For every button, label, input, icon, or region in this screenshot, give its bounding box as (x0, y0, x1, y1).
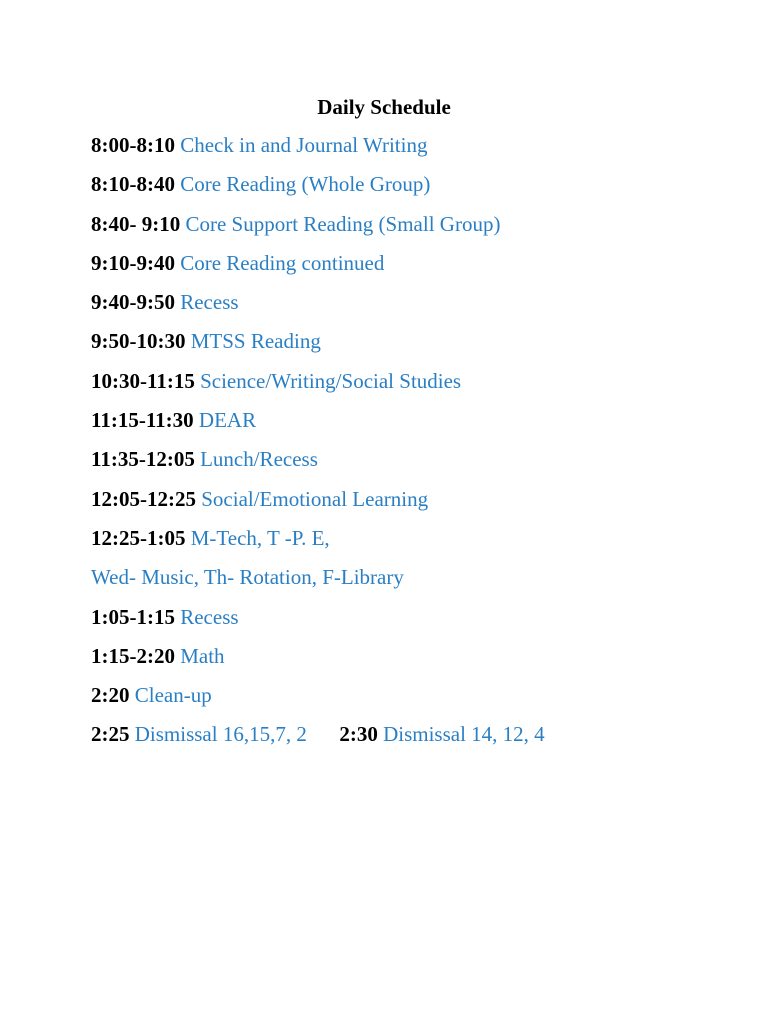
schedule-row (91, 446, 545, 485)
schedule-time: 1:15-2:20 (91, 643, 175, 668)
schedule-row (91, 525, 545, 564)
schedule-time: 8:40- 9:10 (91, 211, 181, 236)
schedule-continuation-row (91, 564, 545, 603)
schedule-activity: Core Support Reading (Small Group) (185, 211, 501, 236)
schedule-activity: Math (180, 643, 225, 668)
schedule-activity: Lunch/Recess (200, 447, 318, 472)
schedule-time: 8:10-8:40 (91, 172, 175, 197)
schedule-activity: Core Reading (Whole Group) (180, 172, 431, 197)
schedule-time: 9:40-9:50 (91, 290, 175, 315)
dismissal-time-second: 2:30 (339, 722, 378, 747)
schedule-activity: Science/Writing/Social Studies (200, 368, 462, 393)
schedule-time: 2:20 (91, 683, 130, 708)
schedule-activity: Check in and Journal Writing (180, 133, 428, 157)
schedule-activity: Clean-up (134, 683, 212, 708)
schedule-time: 9:50-10:30 (91, 329, 186, 354)
schedule-list (91, 132, 545, 761)
schedule-activity: MTSS Reading (190, 329, 321, 354)
schedule-activity: DEAR (198, 408, 257, 433)
schedule-row (91, 682, 545, 721)
schedule-time: 12:05-12:25 (91, 486, 196, 511)
dismissal-time-first: 2:25 (91, 722, 130, 747)
schedule-activity-continuation: Wed- Music, Th- Rotation, F-Library (91, 565, 404, 590)
schedule-activity: Recess (180, 604, 239, 629)
schedule-row (91, 604, 545, 643)
schedule-time: 1:05-1:15 (91, 604, 175, 629)
dismissal-row (91, 721, 545, 760)
schedule-row (91, 211, 545, 250)
schedule-time: 11:35-12:05 (91, 447, 195, 472)
schedule-row (91, 407, 545, 446)
schedule-row (91, 171, 545, 210)
schedule-time: 9:10-9:40 (91, 250, 175, 275)
schedule-row (91, 328, 545, 367)
schedule-time: 12:25-1:05 (91, 525, 186, 550)
schedule-activity: Social/Emotional Learning (201, 486, 429, 511)
schedule-time: 11:15-11:30 (91, 408, 194, 433)
schedule-row (91, 643, 545, 682)
schedule-row (91, 368, 545, 407)
schedule-activity: Core Reading continued (180, 250, 385, 275)
schedule-row (91, 132, 545, 171)
schedule-row (91, 250, 545, 289)
schedule-time: 8:00-8:10 (91, 133, 175, 157)
schedule-activity: Recess (180, 290, 239, 315)
schedule-activity: M-Tech, T -P. E, (190, 525, 330, 550)
page-title: Daily Schedule (317, 95, 451, 119)
schedule-row (91, 486, 545, 525)
schedule-time: 10:30-11:15 (91, 368, 195, 393)
dismissal-activity-second: Dismissal 14, 12, 4 (383, 722, 545, 747)
dismissal-activity-first: Dismissal 16,15,7, 2 (134, 722, 307, 747)
schedule-row (91, 289, 545, 328)
